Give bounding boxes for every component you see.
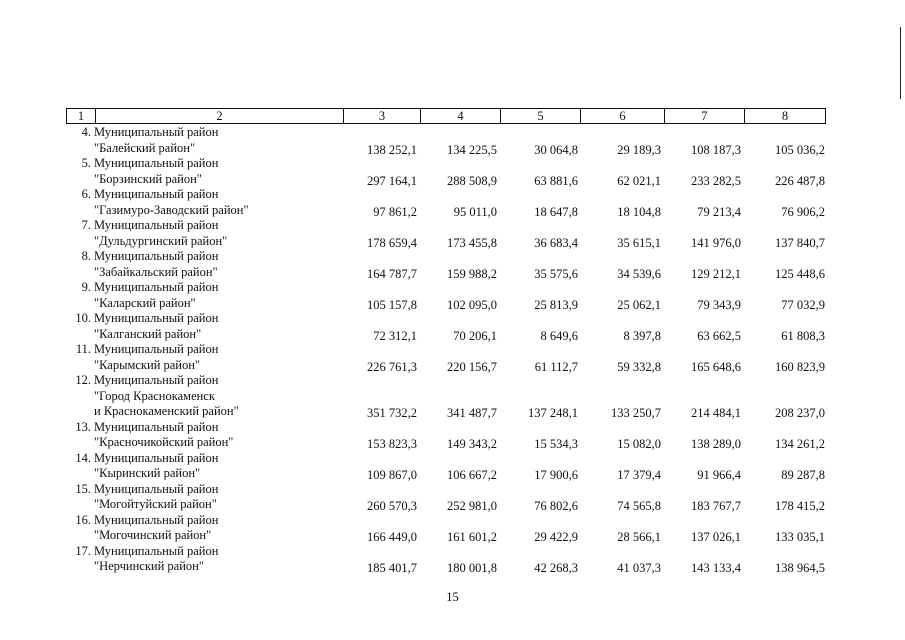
table-row xyxy=(0,342,905,373)
cell-col-5: 137 248,1 xyxy=(528,406,578,420)
row-number: 4. xyxy=(81,125,91,139)
cell-col-7: 183 767,7 xyxy=(691,499,741,513)
row-number: 5. xyxy=(81,156,91,170)
table-row xyxy=(0,420,905,451)
row-name xyxy=(94,249,218,280)
cell-col-3: 153 823,3 xyxy=(367,437,417,451)
table-row xyxy=(0,513,905,544)
cell-col-4: 180 001,8 xyxy=(447,561,497,575)
cell-col-6: 15 082,0 xyxy=(617,437,661,451)
cell-col-6: 59 332,8 xyxy=(617,359,661,374)
table-header-row xyxy=(66,108,826,124)
row-name-line: "Калганский район" xyxy=(94,326,202,341)
row-name-line: Муниципальный район xyxy=(94,249,219,263)
cell-col-6: 133 250,7 xyxy=(611,406,661,420)
cell-col-6: 25 062,1 xyxy=(617,297,661,312)
cell-col-3: 166 449,0 xyxy=(367,530,417,544)
cell-col-3: 97 861,2 xyxy=(373,204,417,219)
cell-col-6: 62 021,1 xyxy=(617,173,661,188)
cell-col-4: 149 343,2 xyxy=(447,437,497,451)
cell-col-3: 297 164,1 xyxy=(367,173,417,188)
row-name xyxy=(94,125,218,156)
row-name-line: "Нерчинский район" xyxy=(94,559,204,573)
cell-col-5: 8 649,6 xyxy=(540,328,578,343)
cell-col-6: 29 189,3 xyxy=(617,142,661,157)
cell-col-7: 165 648,6 xyxy=(691,359,741,374)
cell-col-8: 134 261,2 xyxy=(775,437,825,451)
row-number: 12. xyxy=(75,373,91,387)
cell-col-8: 208 237,0 xyxy=(775,406,825,420)
table-row xyxy=(0,482,905,513)
cell-col-5: 42 268,3 xyxy=(534,561,578,575)
row-name xyxy=(94,156,218,187)
cell-col-8: 137 840,7 xyxy=(775,235,825,250)
row-name xyxy=(94,420,233,451)
header-col-2: 2 xyxy=(95,109,343,123)
row-name-line: "Могойтуйский район" xyxy=(94,497,217,511)
cell-col-6: 8 397,8 xyxy=(623,328,661,343)
cell-col-6: 35 615,1 xyxy=(617,235,661,250)
cell-col-3: 226 761,3 xyxy=(367,359,417,374)
cell-col-4: 252 981,0 xyxy=(447,499,497,513)
row-name-line: "Кыринский район" xyxy=(94,466,201,480)
row-name-line: "Город Краснокаменск xyxy=(94,388,215,403)
header-col-6: 6 xyxy=(580,109,664,123)
cell-col-6: 41 037,3 xyxy=(617,561,661,575)
row-number: 6. xyxy=(81,187,91,201)
row-name xyxy=(94,544,218,575)
row-name-line: "Балейский район" xyxy=(94,140,196,155)
row-name-line: "Забайкальский район" xyxy=(94,264,218,279)
cell-col-7: 137 026,1 xyxy=(691,530,741,544)
row-name xyxy=(94,280,218,311)
cell-col-3: 351 732,2 xyxy=(367,406,417,420)
row-name xyxy=(94,451,218,482)
cell-col-5: 63 881,6 xyxy=(534,173,578,188)
cell-col-8: 105 036,2 xyxy=(775,142,825,157)
header-col-7: 7 xyxy=(664,109,744,123)
row-number: 13. xyxy=(75,419,91,434)
cell-col-4: 159 988,2 xyxy=(447,266,497,281)
cell-col-7: 129 212,1 xyxy=(691,266,741,281)
row-number: 17. xyxy=(75,543,91,558)
row-number: 15. xyxy=(75,481,91,496)
row-name-line: Муниципальный район xyxy=(94,156,219,170)
cell-col-7: 214 484,1 xyxy=(691,406,741,420)
row-name-line: "Красночикойский район" xyxy=(94,435,234,449)
cell-col-3: 72 312,1 xyxy=(373,328,417,343)
header-col-3: 3 xyxy=(343,109,420,123)
cell-col-5: 25 813,9 xyxy=(534,297,578,312)
table-body xyxy=(0,125,905,575)
row-name-line: и Краснокаменский район" xyxy=(94,404,239,418)
cell-col-4: 106 667,2 xyxy=(447,468,497,482)
row-number: 7. xyxy=(81,218,91,232)
row-number: 11. xyxy=(75,342,91,356)
cell-col-4: 288 508,9 xyxy=(447,173,497,188)
cell-col-5: 30 064,8 xyxy=(534,142,578,157)
cell-col-8: 138 964,5 xyxy=(775,561,825,575)
cell-col-4: 341 487,7 xyxy=(447,406,497,420)
cell-col-5: 18 647,8 xyxy=(534,204,578,219)
cell-col-5: 61 112,7 xyxy=(534,359,578,374)
cell-col-4: 134 225,5 xyxy=(447,142,497,157)
row-name-line: Муниципальный район xyxy=(94,419,219,434)
row-name-line: Муниципальный район xyxy=(94,342,219,356)
cell-col-4: 173 455,8 xyxy=(447,235,497,250)
table-row xyxy=(0,187,905,218)
row-name-line: "Могочинский район" xyxy=(94,528,212,542)
row-name xyxy=(94,373,239,420)
cell-col-3: 109 867,0 xyxy=(367,468,417,482)
row-name-line: Муниципальный район xyxy=(94,187,219,201)
cell-col-6: 17 379,4 xyxy=(617,468,661,482)
cell-col-7: 79 213,4 xyxy=(697,204,741,219)
header-col-4: 4 xyxy=(420,109,500,123)
cell-col-8: 178 415,2 xyxy=(775,499,825,513)
cell-col-8: 77 032,9 xyxy=(781,297,825,312)
row-name xyxy=(94,311,218,342)
row-name xyxy=(94,513,218,544)
cell-col-8: 61 808,3 xyxy=(781,328,825,343)
table-row xyxy=(0,544,905,575)
cell-col-5: 35 575,6 xyxy=(534,266,578,281)
cell-col-7: 91 966,4 xyxy=(697,468,741,482)
row-name-line: Муниципальный район xyxy=(94,311,219,325)
cell-col-7: 141 976,0 xyxy=(691,235,741,250)
row-name-line: Муниципальный район xyxy=(94,450,219,465)
table-row xyxy=(0,451,905,482)
row-name xyxy=(94,342,218,373)
row-name-line: Муниципальный район xyxy=(94,373,219,387)
cell-col-4: 161 601,2 xyxy=(447,530,497,544)
row-name-line: Муниципальный район xyxy=(94,543,219,558)
row-name-line: Муниципальный район xyxy=(94,512,219,527)
cell-col-3: 260 570,3 xyxy=(367,499,417,513)
cell-col-7: 63 662,5 xyxy=(697,328,741,343)
cell-col-6: 74 565,8 xyxy=(617,499,661,513)
table-row xyxy=(0,249,905,280)
header-col-5: 5 xyxy=(500,109,580,123)
row-name xyxy=(94,187,249,218)
scan-edge-mark xyxy=(900,27,901,99)
page-number: 15 xyxy=(446,590,459,604)
cell-col-4: 220 156,7 xyxy=(447,359,497,374)
table-row xyxy=(0,311,905,342)
row-number: 14. xyxy=(75,450,91,465)
cell-col-6: 34 539,6 xyxy=(617,266,661,281)
header-col-1: 1 xyxy=(77,109,85,123)
row-name xyxy=(94,482,218,513)
row-name-line: "Газимуро-Заводский район" xyxy=(94,202,249,217)
row-name-line: "Карымский район" xyxy=(94,357,201,372)
row-number: 10. xyxy=(75,311,91,325)
row-name-line: Муниципальный район xyxy=(94,218,219,232)
cell-col-3: 105 157,8 xyxy=(367,297,417,312)
cell-col-5: 76 802,6 xyxy=(534,499,578,513)
cell-col-7: 233 282,5 xyxy=(691,173,741,188)
cell-col-8: 125 448,6 xyxy=(775,266,825,281)
row-name-line: "Каларский район" xyxy=(94,295,196,310)
table-row xyxy=(0,280,905,311)
cell-col-7: 79 343,9 xyxy=(697,297,741,312)
cell-col-6: 18 104,8 xyxy=(617,204,661,219)
cell-col-5: 29 422,9 xyxy=(534,530,578,544)
table-row xyxy=(0,218,905,249)
header-col-8: 8 xyxy=(744,109,825,123)
cell-col-8: 76 906,2 xyxy=(781,204,825,219)
cell-col-5: 36 683,4 xyxy=(534,235,578,250)
table-row xyxy=(0,373,905,420)
cell-col-3: 185 401,7 xyxy=(367,561,417,575)
cell-col-3: 138 252,1 xyxy=(367,142,417,157)
cell-col-6: 28 566,1 xyxy=(617,530,661,544)
row-name xyxy=(94,218,227,249)
table-row xyxy=(0,156,905,187)
cell-col-7: 138 289,0 xyxy=(691,437,741,451)
row-name-line: Муниципальный район xyxy=(94,481,219,496)
row-name-line: "Борзинский район" xyxy=(94,171,202,186)
cell-col-5: 15 534,3 xyxy=(534,437,578,451)
row-name-line: Муниципальный район xyxy=(94,280,219,294)
cell-col-4: 70 206,1 xyxy=(453,328,497,343)
row-number: 9. xyxy=(81,280,91,294)
cell-col-7: 108 187,3 xyxy=(691,142,741,157)
cell-col-8: 226 487,8 xyxy=(775,173,825,188)
cell-col-7: 143 133,4 xyxy=(691,561,741,575)
row-name-line: Муниципальный район xyxy=(94,125,219,139)
cell-col-5: 17 900,6 xyxy=(534,468,578,482)
row-number: 16. xyxy=(75,512,91,527)
cell-col-8: 89 287,8 xyxy=(781,468,825,482)
row-number: 8. xyxy=(81,249,91,263)
row-name-line: "Дульдургинский район" xyxy=(94,233,228,248)
cell-col-3: 164 787,7 xyxy=(367,266,417,281)
cell-col-8: 160 823,9 xyxy=(775,359,825,374)
cell-col-8: 133 035,1 xyxy=(775,530,825,544)
cell-col-4: 102 095,0 xyxy=(447,297,497,312)
table-row xyxy=(0,125,905,156)
cell-col-3: 178 659,4 xyxy=(367,235,417,250)
cell-col-4: 95 011,0 xyxy=(453,204,497,219)
